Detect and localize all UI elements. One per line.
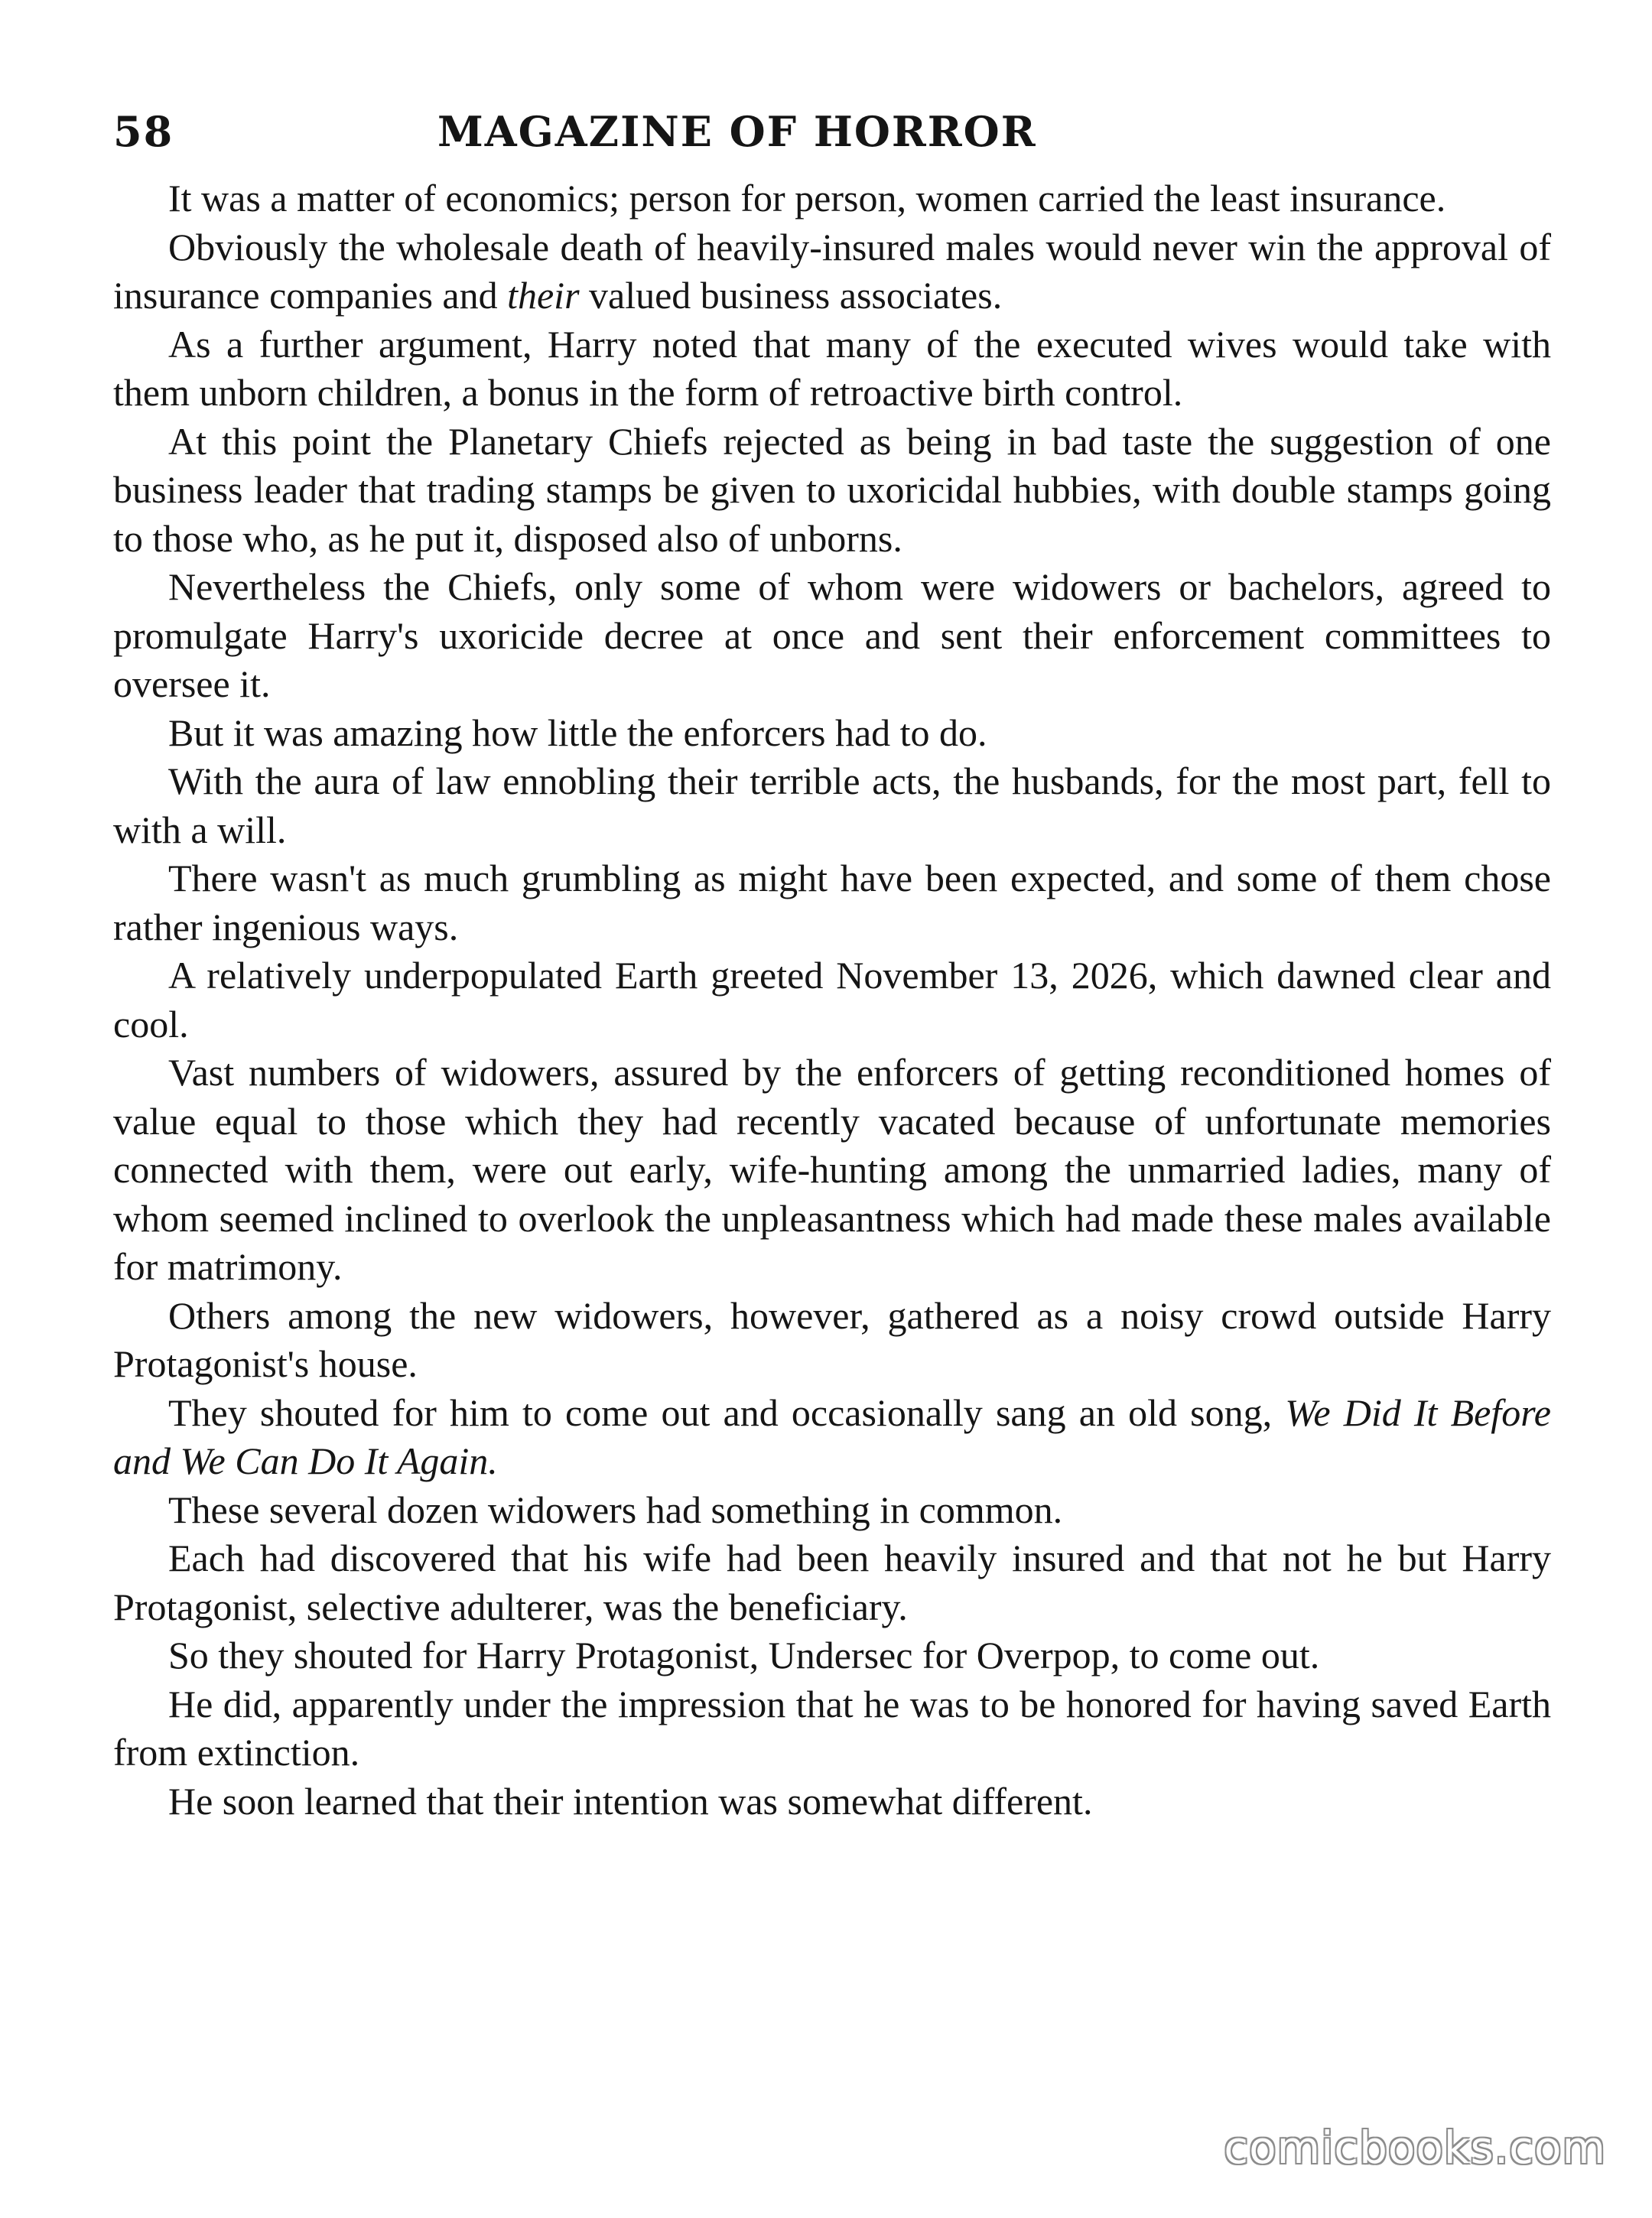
paragraph: Vast numbers of widowers, assured by the enforcers of getting reconditioned homes of value equal to those which they had recently vacated because of unfortunate memories connected with them, were out early, wife-hunting among the unmarried ladies, many of whom seemed inclined to overlook the unpleasantness which had made these males available for matrimony.	[113, 1051, 1551, 1288]
paragraph: There wasn't as much grumbling as might have been expected, and some of them chose rather ingenious ways.	[113, 857, 1551, 948]
paragraph: It was a matter of economics; person for person, women carried the least insurance.	[168, 177, 1446, 220]
emphasized-text: their	[507, 274, 580, 317]
running-title: MAGAZINE OF HORROR	[437, 107, 1037, 156]
paragraph	[113, 223, 1551, 320]
paragraph: He did, apparently under the impression that he was to be honored for having saved Earth from extinction.	[113, 1682, 1551, 1774]
paragraph-text: valued business associates.	[579, 274, 1003, 317]
paragraph: A relatively underpopulated Earth greeted November 13, 2026, which dawned clear and cool.	[113, 954, 1551, 1046]
paragraph: At this point the Planetary Chiefs rejected as being in bad taste the suggestion of one business leader that trading stamps be given to uxoricidal hubbies, with double stamps going to those who, as he put it, disposed also of unborns.	[113, 419, 1551, 560]
paragraph: He soon learned that their intention was somewhat different.	[168, 1779, 1093, 1823]
paragraph: So they shouted for Harry Protagonist, Undersec for Overpop, to come out.	[168, 1634, 1320, 1677]
paragraph: With the aura of law ennobling their terrible acts, the husbands, for the most part, fell to with a will.	[113, 759, 1551, 851]
paragraph: As a further argument, Harry noted that many of the executed wives would take with them unborn children, a bonus in the form of retroactive birth control.	[113, 322, 1551, 414]
paragraph: But it was amazing how little the enforcers had to do.	[168, 711, 987, 754]
site-watermark: comicbooks.com	[1224, 2122, 1606, 2174]
paragraph	[113, 1389, 1551, 1486]
paragraph: Nevertheless the Chiefs, only some of whom were widowers or bachelors, agreed to promulgate Harry's uxoricide decree at once and sent their enforcement committees to oversee it.	[113, 565, 1551, 705]
song-title: We Did It Before and We Can Do It Again.	[113, 1390, 1551, 1482]
paragraph: These several dozen widowers had something in common.	[168, 1488, 1063, 1531]
page-header	[113, 107, 1566, 161]
paragraph: Others among the new widowers, however, gathered as a noisy crowd outside Harry Protagonist's house.	[113, 1293, 1551, 1385]
page-number: 58	[113, 107, 174, 156]
story-text	[113, 174, 1551, 1826]
paragraph: Each had discovered that his wife had been heavily insured and that not he but Harry Protagonist, selective adulterer, was the beneficiary.	[113, 1537, 1551, 1628]
paragraph-text: Obviously the wholesale death of heavily-insured males would never win the approval of insurance companies and	[113, 225, 1551, 317]
paragraph-text: They shouted for him to come out and occasionally sang an old song,	[168, 1390, 1286, 1434]
